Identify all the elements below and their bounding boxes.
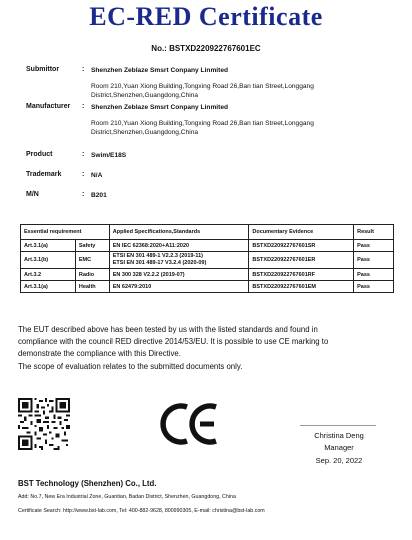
certificate-search-info: Certificate Search: http://www.bst-lab.com, Tel: 400-882-9628, 800990305, E-mail: christina@bst-lab.com — [18, 508, 265, 514]
header-result: Result — [354, 225, 394, 240]
statement-line-3: demonstrate the compliance with this Directive. — [18, 349, 181, 358]
manufacturer-name: Shenzhen Zeblaze Smsrt Conpany Linmited — [91, 104, 229, 111]
signatory-name: Christina Deng — [314, 431, 364, 440]
manufacturer-address: Room 210,Yuan Xiong Building,Tongxing Road 26,Ban tian Street,Longgang District,Shenzhen,Guangdong,China — [91, 120, 314, 136]
statement-line-4: The scope of evaluation relates to the submitted documents only. — [18, 362, 243, 371]
submittor-name: Shenzhen Zeblaze Smsrt Conpany Linmited — [91, 67, 229, 74]
row-result: Pass — [354, 240, 394, 252]
table-row — [21, 269, 394, 281]
table-header-row — [21, 225, 394, 240]
submittor-address: Room 210,Yuan Xiong Building,Tongxing Road 26,Ban tian Street,Longgang District,Shenzhen,Guangdong,China — [91, 83, 314, 99]
standards-table — [20, 224, 394, 293]
row-article: Art.3.1(b) — [21, 252, 76, 269]
row-standard-line: ETSI EN 301 489-1 V2.2.3 (2019-11) — [112, 253, 203, 259]
submittor-label: Submittor — [26, 66, 60, 73]
ce-mark — [160, 399, 222, 449]
row-standard — [109, 252, 249, 269]
trademark-colon: : — [82, 171, 85, 178]
submittor-colon: : — [82, 66, 85, 73]
issuer-company-name: BST Technology (Shenzhen) Co., Ltd. — [18, 479, 157, 488]
issuer-address: Add: No.7, New Era Industrial Zone, Guantian, Badan District, Shenzhen, Guangdong, China — [18, 494, 236, 500]
header-requirement: Essential requirement — [21, 225, 110, 240]
trademark-value: N/A — [91, 172, 103, 179]
row-standard: EN 62479:2010 — [109, 281, 249, 293]
row-result: Pass — [354, 281, 394, 293]
statement-line-2: compliance with the council RED directive 2014/53/EU. It is possible to use CE marking to — [18, 337, 329, 346]
signature-date: Sep. 20, 2022 — [315, 456, 363, 465]
row-article: Art.3.1(a) — [21, 281, 76, 293]
row-evidence: BSTXD220922767601RF — [249, 269, 354, 281]
table-row — [21, 252, 394, 269]
certificate-number: No.: BSTXD220922767601EC — [151, 44, 261, 53]
signature-line — [300, 425, 376, 426]
product-value: Swim/E18S — [91, 152, 127, 159]
row-evidence: BSTXD220922767601ER — [249, 252, 354, 269]
row-standard-line: ETSI EN 301 489-17 V3.2.4 (2020-09) — [112, 260, 207, 266]
model-number-label: M/N — [26, 191, 39, 198]
row-result: Pass — [354, 269, 394, 281]
row-evidence: BSTXD220922767601SR — [249, 240, 354, 252]
row-category: Radio — [75, 269, 109, 281]
row-category: EMC — [75, 252, 109, 269]
product-label: Product — [26, 151, 53, 158]
row-article: Art.3.2 — [21, 269, 76, 281]
trademark-label: Trademark — [26, 171, 62, 178]
row-standard: EN 300 328 V2.2.2 (2019-07) — [109, 269, 249, 281]
signatory-title: Manager — [324, 443, 354, 452]
model-number-colon: : — [82, 191, 85, 198]
row-standard: EN IEC 62368:2020+A11:2020 — [109, 240, 249, 252]
product-colon: : — [82, 151, 85, 158]
row-category: Safety — [75, 240, 109, 252]
table-row — [21, 240, 394, 252]
header-evidence: Documentary Evidence — [249, 225, 354, 240]
row-evidence: BSTXD220922767601EM — [249, 281, 354, 293]
row-result: Pass — [354, 252, 394, 269]
manufacturer-colon: : — [82, 103, 85, 110]
model-number-value: B201 — [91, 192, 107, 199]
header-specifications: Applied Specifications,Standards — [109, 225, 249, 240]
qr-code-icon — [18, 398, 70, 450]
statement-line-1: The EUT described above has been tested by us with the listed standards and found in — [18, 325, 318, 334]
row-article: Art.3.1(a) — [21, 240, 76, 252]
table-row — [21, 281, 394, 293]
certificate-title: EC-RED Certificate — [89, 2, 323, 31]
row-category: Health — [75, 281, 109, 293]
manufacturer-label: Manufacturer — [26, 103, 71, 110]
